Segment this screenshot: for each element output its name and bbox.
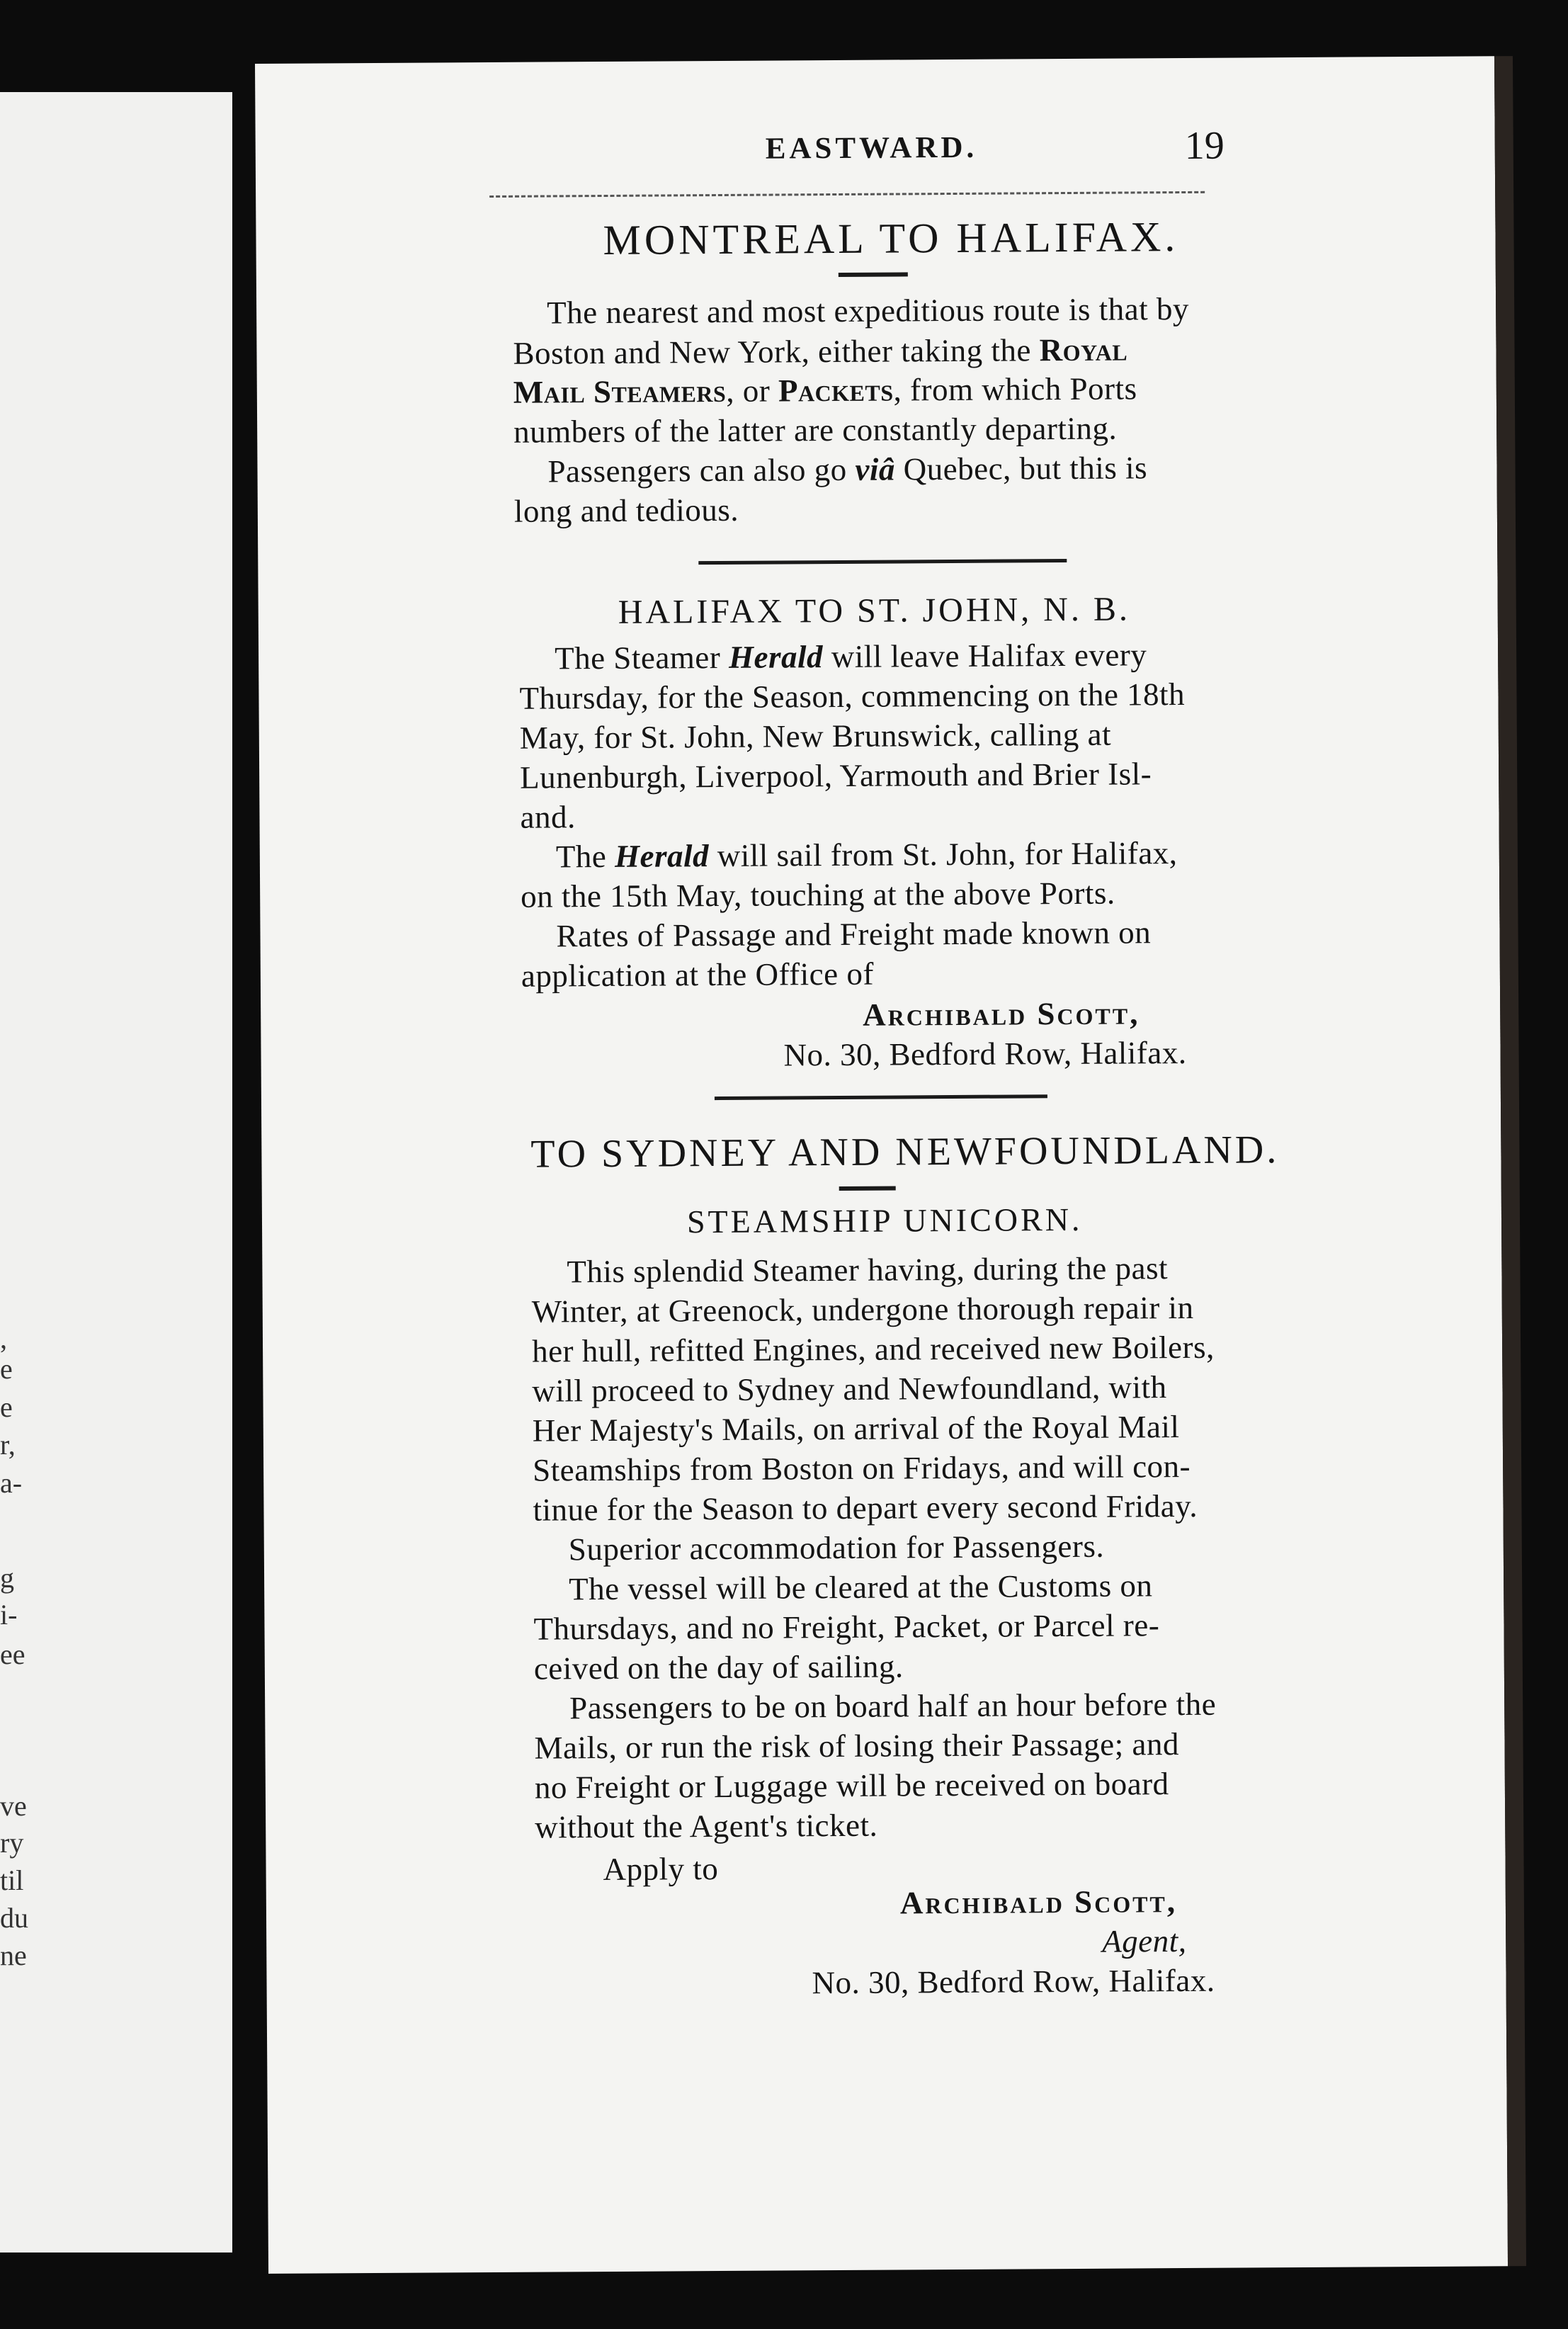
text-line: tinue for the Season to depart every second Friday. bbox=[533, 1488, 1198, 1528]
agent-address: No. 30, Bedford Row, Halifax. bbox=[812, 1962, 1215, 2001]
left-page-fragment: e bbox=[0, 1353, 13, 1385]
title-underline bbox=[839, 272, 908, 277]
section-title-halifax-stjohn: HALIFAX TO ST. JOHN, N. B. bbox=[618, 590, 1131, 631]
text-line: Thursdays, and no Freight, Packet, or Parcel re- bbox=[533, 1607, 1160, 1647]
left-page-fragment: a- bbox=[0, 1467, 23, 1499]
text-line: This splendid Steamer having, during the past bbox=[567, 1250, 1169, 1290]
page-number: 19 bbox=[1184, 123, 1225, 168]
text-line: Lunenburgh, Liverpool, Yarmouth and Brier Isl- bbox=[520, 756, 1152, 795]
left-page-fragment: til bbox=[0, 1864, 24, 1896]
text-line: no Freight or Luggage will be received on board bbox=[534, 1766, 1169, 1806]
section-divider bbox=[698, 559, 1067, 565]
agent-name: Archibald Scott, bbox=[863, 995, 1140, 1033]
text-line: The vessel will be cleared at the Customs on bbox=[569, 1568, 1153, 1607]
text-line: will proceed to Sydney and Newfoundland, with bbox=[532, 1369, 1167, 1409]
header-rule bbox=[489, 191, 1205, 198]
steamship-name: STEAMSHIP UNICORN. bbox=[686, 1201, 1083, 1240]
agent-title: Agent, bbox=[1102, 1923, 1187, 1959]
text-line: her hull, refitted Engines, and received new Boilers, bbox=[531, 1329, 1215, 1369]
left-page-fragment: ry bbox=[0, 1827, 24, 1859]
left-page-fragment: ee bbox=[0, 1638, 25, 1670]
left-page-fragment: g bbox=[0, 1562, 14, 1594]
agent-address: No. 30, Bedford Row, Halifax. bbox=[783, 1034, 1187, 1073]
left-page-fragment: i- bbox=[0, 1599, 18, 1631]
text-line: Mail Steamers, or Packets, from which Ports bbox=[513, 370, 1137, 410]
text-line: The Steamer Herald will leave Halifax every bbox=[554, 637, 1147, 676]
text-line: Passengers to be on board half an hour before the bbox=[569, 1686, 1217, 1726]
text-line: Superior accommodation for Passengers. bbox=[568, 1528, 1105, 1568]
left-page-fragment: r, bbox=[0, 1429, 16, 1461]
text-line: on the 15th May, touching at the above Ports. bbox=[521, 875, 1115, 914]
left-page-fragment: du bbox=[0, 1902, 28, 1934]
text-line: Rates of Passage and Freight made known on bbox=[556, 914, 1152, 954]
left-page-fragment: e bbox=[0, 1391, 13, 1423]
book-page bbox=[255, 56, 1508, 2274]
title-underline bbox=[839, 1186, 896, 1191]
text-line: Passengers can also go viâ Quebec, but this is bbox=[547, 450, 1148, 489]
left-page bbox=[0, 92, 232, 2252]
text-line: numbers of the latter are constantly departing. bbox=[513, 410, 1118, 450]
left-page-fragment: ve bbox=[0, 1790, 27, 1822]
text-line: Her Majesty's Mails, on arrival of the Royal Mail bbox=[532, 1409, 1180, 1449]
text-line: long and tedious. bbox=[513, 492, 739, 529]
running-title: EASTWARD. bbox=[765, 130, 978, 166]
page-edge bbox=[1494, 56, 1526, 2266]
text-line: application at the Office of bbox=[521, 956, 875, 994]
agent-name: Archibald Scott, bbox=[899, 1883, 1178, 1921]
text-line: without the Agent's ticket. bbox=[535, 1807, 878, 1845]
text-line: Thursday, for the Season, commencing on the 18th bbox=[519, 676, 1186, 716]
text-line: The nearest and most expeditious route is that by bbox=[547, 290, 1190, 331]
left-page-fragment: , bbox=[0, 1322, 7, 1354]
text-line: Mails, or run the risk of losing their Passage; and bbox=[534, 1726, 1180, 1766]
section-divider bbox=[715, 1094, 1047, 1100]
section-title-sydney-newfoundland: TO SYDNEY AND NEWFOUNDLAND. bbox=[530, 1128, 1280, 1177]
text-line: Steamships from Boston on Fridays, and will con- bbox=[532, 1448, 1191, 1488]
text-line: and. bbox=[520, 799, 576, 835]
apply-to: Apply to bbox=[603, 1851, 719, 1888]
text-line: Winter, at Greenock, undergone thorough repair in bbox=[531, 1289, 1194, 1330]
text-line: Boston and New York, either taking the Royal bbox=[513, 332, 1128, 371]
text-line: The Herald will sail from St. John, for Halifax, bbox=[555, 835, 1178, 875]
section-title-montreal-halifax: MONTREAL TO HALIFAX. bbox=[603, 213, 1179, 264]
text-line: ceived on the day of sailing. bbox=[533, 1648, 904, 1687]
text-line: May, for St. John, New Brunswick, calling at bbox=[519, 716, 1112, 756]
left-page-fragment: ne bbox=[0, 1939, 27, 1971]
